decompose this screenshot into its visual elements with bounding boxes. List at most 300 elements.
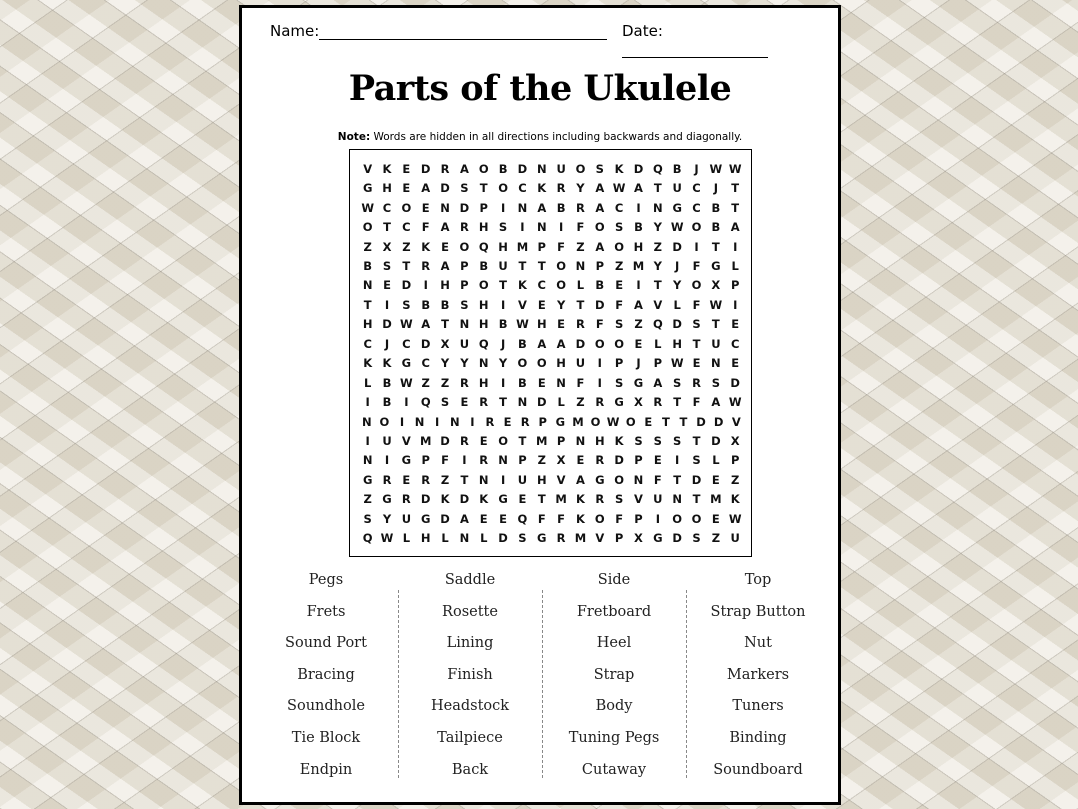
grid-letter: N bbox=[633, 472, 644, 487]
grid-letter: G bbox=[537, 531, 547, 546]
grid-letter: O bbox=[614, 239, 625, 254]
grid-letter: Y bbox=[653, 220, 662, 235]
grid-letter: F bbox=[692, 258, 701, 273]
grid-letter: I bbox=[675, 453, 680, 468]
grid-letter: T bbox=[537, 492, 546, 507]
grid-letter: O bbox=[575, 161, 586, 176]
grid-letter: L bbox=[364, 375, 372, 390]
grid-letter: O bbox=[556, 278, 566, 293]
grid-letter: E bbox=[503, 414, 512, 429]
grid-letter: J bbox=[636, 356, 641, 371]
name-field[interactable] bbox=[270, 22, 607, 40]
grid-letter: N bbox=[653, 200, 663, 215]
grid-row bbox=[358, 178, 745, 197]
grid-letter: U bbox=[401, 511, 412, 526]
grid-letter: T bbox=[402, 258, 411, 273]
grid-letter: P bbox=[653, 356, 663, 371]
grid-letter: D bbox=[440, 181, 450, 196]
grid-letter: M bbox=[572, 414, 584, 429]
grid-letter: G bbox=[672, 200, 682, 215]
grid-letter: N bbox=[478, 356, 489, 371]
word-item: Tie Block bbox=[291, 730, 361, 746]
grid-letter: O bbox=[614, 472, 625, 487]
grid-letter: E bbox=[499, 511, 507, 526]
grid-letter: A bbox=[556, 336, 566, 351]
grid-letter: D bbox=[420, 492, 431, 507]
date-blank-line[interactable] bbox=[622, 41, 768, 58]
grid-letter: N bbox=[711, 356, 721, 371]
grid-letter: N bbox=[478, 472, 489, 487]
grid-letter: X bbox=[440, 336, 450, 351]
grid-letter: G bbox=[420, 511, 431, 526]
grid-letter: S bbox=[402, 297, 411, 312]
grid-letter: B bbox=[518, 336, 527, 351]
grid-letter: N bbox=[362, 278, 373, 293]
word-item: Binding bbox=[729, 730, 787, 746]
grid-letter: K bbox=[730, 492, 740, 507]
grid-letter: O bbox=[498, 181, 508, 196]
grid-letter: T bbox=[673, 472, 682, 487]
grid-letter: D bbox=[672, 239, 682, 254]
grid-letter: H bbox=[440, 278, 450, 293]
grid-letter: P bbox=[730, 278, 740, 293]
grid-letter: H bbox=[478, 375, 489, 390]
grid-letter: F bbox=[557, 239, 566, 254]
grid-letter: N bbox=[536, 161, 547, 176]
instructions-note bbox=[242, 131, 838, 143]
grid-letter: N bbox=[414, 414, 425, 429]
grid-letter: P bbox=[460, 278, 469, 293]
grid-letter: A bbox=[634, 181, 643, 196]
grid-letter: D bbox=[459, 200, 470, 215]
note-text: Words are hidden in all directions including backwards and diagonally. bbox=[370, 131, 743, 143]
grid-letter: O bbox=[594, 336, 605, 351]
grid-letter: S bbox=[692, 453, 701, 468]
grid-letter: Z bbox=[634, 317, 643, 332]
grid-letter: X bbox=[634, 395, 643, 410]
grid-letter: E bbox=[441, 239, 449, 254]
grid-letter: O bbox=[362, 220, 373, 235]
grid-letter: W bbox=[361, 200, 375, 215]
grid-letter: I bbox=[597, 375, 602, 390]
word-item: Cutaway bbox=[581, 761, 647, 778]
grid-letter: H bbox=[362, 317, 373, 332]
grid-letter: S bbox=[382, 258, 392, 273]
grid-row bbox=[358, 431, 745, 450]
grid-letter: W bbox=[606, 414, 620, 429]
grid-letter: Z bbox=[653, 239, 662, 254]
grid-letter: I bbox=[384, 453, 390, 468]
grid-letter: T bbox=[383, 220, 391, 235]
grid-letter: N bbox=[517, 200, 528, 215]
grid-letter: F bbox=[615, 511, 624, 526]
grid-letter: C bbox=[692, 200, 701, 215]
grid-letter: G bbox=[498, 492, 508, 507]
grid-letter: S bbox=[498, 220, 508, 235]
grid-letter: I bbox=[558, 220, 564, 235]
word-item: Sound Port bbox=[285, 635, 367, 652]
grid-letter: G bbox=[633, 375, 644, 390]
grid-letter: I bbox=[404, 395, 409, 410]
grid-letter: D bbox=[691, 472, 702, 487]
grid-letter: H bbox=[633, 239, 644, 254]
grid-letter: R bbox=[556, 531, 566, 546]
grid-row bbox=[358, 373, 745, 392]
grid-letter: H bbox=[478, 317, 489, 332]
grid-letter: B bbox=[479, 258, 489, 273]
grid-letter: A bbox=[421, 317, 431, 332]
grid-letter: G bbox=[362, 472, 373, 487]
grid-letter: T bbox=[441, 317, 449, 332]
grid-letter: S bbox=[595, 161, 604, 176]
grid-letter: Z bbox=[421, 375, 430, 390]
grid-letter: S bbox=[692, 317, 701, 332]
grid-letter: G bbox=[595, 472, 605, 487]
grid-letter: D bbox=[420, 161, 431, 176]
grid-letter: T bbox=[499, 278, 507, 293]
grid-letter: H bbox=[672, 336, 682, 351]
grid-letter: N bbox=[459, 317, 470, 332]
grid-letter: A bbox=[595, 239, 605, 254]
grid-letter: N bbox=[575, 258, 586, 273]
grid-letter: I bbox=[462, 453, 467, 468]
grid-letter: V bbox=[556, 472, 566, 487]
grid-letter: M bbox=[516, 239, 529, 254]
grid-letter: L bbox=[654, 336, 662, 351]
word-item: Fretboard bbox=[576, 603, 652, 620]
grid-letter: T bbox=[731, 200, 740, 215]
grid-letter: L bbox=[557, 395, 565, 410]
grid-letter: N bbox=[556, 375, 566, 390]
grid-row bbox=[358, 295, 745, 314]
grid-letter: G bbox=[362, 181, 373, 196]
grid-row bbox=[358, 412, 745, 431]
grid-letter: H bbox=[420, 531, 431, 546]
grid-letter: E bbox=[576, 453, 585, 468]
word-item: Soundboard bbox=[713, 761, 803, 778]
grid-letter: H bbox=[382, 181, 392, 196]
grid-letter: X bbox=[711, 278, 721, 293]
grid-letter: H bbox=[536, 317, 547, 332]
grid-letter: L bbox=[402, 531, 411, 546]
grid-letter: S bbox=[653, 434, 662, 449]
grid-letter: M bbox=[710, 492, 722, 507]
grid-letter: C bbox=[614, 200, 624, 215]
grid-letter: T bbox=[537, 258, 546, 273]
grid-letter: T bbox=[576, 297, 585, 312]
grid-letter: S bbox=[711, 375, 720, 390]
grid-letter: N bbox=[536, 220, 547, 235]
grid-letter: G bbox=[614, 395, 624, 410]
grid-letter: C bbox=[363, 336, 372, 351]
grid-letter: R bbox=[556, 181, 566, 196]
grid-letter: U bbox=[711, 336, 721, 351]
grid-letter: A bbox=[595, 181, 605, 196]
grid-letter: K bbox=[363, 356, 373, 371]
grid-letter: B bbox=[498, 161, 508, 176]
grid-letter: E bbox=[615, 278, 624, 293]
word-item: Frets bbox=[306, 603, 346, 620]
grid-row bbox=[358, 529, 745, 548]
grid-letter: Z bbox=[576, 239, 585, 254]
grid-letter: D bbox=[440, 434, 450, 449]
grid-letter: O bbox=[478, 161, 489, 176]
grid-letter: E bbox=[731, 317, 740, 332]
word-item: Nut bbox=[744, 635, 772, 652]
grid-letter: Z bbox=[537, 453, 546, 468]
grid-letter: O bbox=[691, 278, 702, 293]
grid-row bbox=[358, 198, 745, 217]
grid-letter: A bbox=[459, 511, 469, 526]
grid-letter: A bbox=[634, 297, 643, 312]
grid-letter: E bbox=[402, 181, 411, 196]
grid-letter: O bbox=[379, 414, 390, 429]
grid-letter: N bbox=[449, 414, 460, 429]
word-item: Headstock bbox=[430, 698, 510, 715]
grid-letter: D bbox=[498, 531, 508, 546]
grid-letter: A bbox=[537, 200, 547, 215]
grid-letter: A bbox=[653, 375, 663, 390]
grid-letter: H bbox=[556, 356, 566, 371]
word-item: Pegs bbox=[308, 572, 344, 588]
grid-row bbox=[358, 159, 745, 178]
word-item: Tuners bbox=[732, 698, 784, 715]
grid-letter: A bbox=[421, 181, 431, 196]
grid-letter: I bbox=[399, 414, 405, 429]
grid-letter: P bbox=[537, 239, 546, 254]
grid-letter: O bbox=[672, 511, 683, 526]
grid-letter: N bbox=[362, 453, 373, 468]
grid-letter: O bbox=[594, 220, 605, 235]
grid-letter: N bbox=[672, 492, 682, 507]
grid-letter: F bbox=[576, 220, 585, 235]
grid-letter: L bbox=[576, 278, 585, 293]
grid-letter: O bbox=[556, 258, 566, 273]
grid-letter: K bbox=[440, 492, 450, 507]
grid-row bbox=[358, 354, 745, 373]
grid-letter: S bbox=[363, 511, 372, 526]
grid-letter: T bbox=[363, 297, 372, 312]
grid-letter: V bbox=[653, 297, 663, 312]
grid-letter: B bbox=[711, 220, 721, 235]
grid-letter: R bbox=[576, 317, 585, 332]
grid-letter: W bbox=[728, 161, 742, 176]
grid-letter: F bbox=[692, 297, 701, 312]
grid-letter: F bbox=[692, 395, 701, 410]
grid-letter: K bbox=[614, 161, 624, 176]
name-label: Name: bbox=[270, 22, 320, 40]
grid-letter: R bbox=[421, 258, 431, 273]
word-item: Back bbox=[451, 761, 489, 778]
grid-letter: D bbox=[420, 336, 431, 351]
grid-letter: X bbox=[730, 434, 740, 449]
grid-letter: A bbox=[595, 200, 605, 215]
grid-letter: E bbox=[421, 200, 430, 215]
word-item: Lining bbox=[446, 635, 494, 652]
grid-letter: R bbox=[421, 472, 431, 487]
grid-letter: G bbox=[555, 414, 566, 429]
grid-letter: J bbox=[694, 161, 699, 176]
grid-letter: V bbox=[517, 297, 527, 312]
grid-letter: I bbox=[500, 472, 506, 487]
grid-row bbox=[358, 256, 745, 275]
grid-letter: S bbox=[460, 181, 469, 196]
grid-letter: F bbox=[615, 297, 624, 312]
grid-letter: F bbox=[557, 511, 566, 526]
grid-letter: V bbox=[363, 161, 373, 176]
grid-letter: A bbox=[440, 258, 450, 273]
grid-letter: Y bbox=[440, 356, 450, 371]
grid-letter: T bbox=[692, 492, 701, 507]
grid-letter: Z bbox=[363, 239, 372, 254]
grid-letter: R bbox=[653, 395, 663, 410]
grid-letter: W bbox=[380, 531, 394, 546]
grid-letter: D bbox=[440, 511, 450, 526]
grid-letter: W bbox=[709, 161, 723, 176]
grid-letter: I bbox=[520, 220, 525, 235]
grid-letter: Z bbox=[363, 492, 372, 507]
grid-letter: U bbox=[498, 258, 508, 273]
grid-letter: O bbox=[614, 336, 625, 351]
word-item: Tuning Pegs bbox=[568, 730, 660, 746]
grid-letter: F bbox=[595, 317, 604, 332]
grid-row bbox=[358, 392, 745, 411]
grid-letter: Y bbox=[460, 356, 469, 371]
grid-letter: S bbox=[614, 375, 624, 390]
grid-letter: C bbox=[382, 200, 392, 215]
grid-letter: M bbox=[574, 531, 587, 546]
grid-letter: I bbox=[384, 297, 390, 312]
grid-letter: M bbox=[555, 492, 567, 507]
grid-letter: Z bbox=[711, 531, 721, 546]
word-item: Saddle bbox=[444, 572, 496, 588]
grid-letter: E bbox=[731, 356, 740, 371]
grid-letter: W bbox=[516, 317, 529, 332]
grid-letter: K bbox=[382, 161, 392, 176]
grid-letter: F bbox=[653, 472, 662, 487]
page-title: Parts of the Ukulele bbox=[348, 68, 732, 109]
grid-letter: V bbox=[634, 492, 643, 507]
grid-letter: I bbox=[636, 278, 641, 293]
grid-letter: R bbox=[692, 375, 701, 390]
grid-letter: U bbox=[672, 181, 682, 196]
grid-letter: N bbox=[517, 395, 528, 410]
grid-letter: S bbox=[614, 220, 624, 235]
grid-letter: P bbox=[614, 531, 624, 546]
grid-letter: P bbox=[556, 434, 566, 449]
grid-letter: K bbox=[614, 434, 624, 449]
grid-letter: E bbox=[557, 317, 566, 332]
grid-letter: E bbox=[634, 336, 643, 351]
grid-letter: A bbox=[459, 161, 469, 176]
grid-letter: D bbox=[382, 317, 392, 332]
grid-letter: T bbox=[673, 395, 682, 410]
word-item: Tailpiece bbox=[437, 730, 503, 746]
word-item: Endpin bbox=[299, 761, 353, 778]
grid-letter: R bbox=[479, 395, 489, 410]
date-field[interactable] bbox=[622, 22, 808, 58]
grid-letter: I bbox=[636, 200, 641, 215]
grid-letter: E bbox=[711, 511, 720, 526]
grid-letter: R bbox=[459, 434, 469, 449]
grid-row bbox=[358, 237, 745, 256]
grid-letter: T bbox=[692, 336, 701, 351]
word-item: Side bbox=[597, 572, 631, 588]
grid-letter: H bbox=[594, 434, 605, 449]
grid-letter: B bbox=[634, 220, 643, 235]
grid-row bbox=[358, 334, 745, 353]
word-item: Markers bbox=[726, 666, 790, 683]
grid-letter: I bbox=[365, 434, 370, 449]
grid-letter: Q bbox=[478, 336, 489, 351]
grid-letter: N bbox=[459, 531, 470, 546]
grid-letter: D bbox=[401, 278, 412, 293]
date-label: Date: bbox=[622, 22, 663, 40]
grid-letter: S bbox=[673, 375, 682, 390]
grid-letter: T bbox=[731, 181, 740, 196]
grid-letter: P bbox=[614, 356, 624, 371]
grid-letter: A bbox=[711, 395, 721, 410]
grid-letter: Q bbox=[652, 161, 663, 176]
grid-letter: D bbox=[672, 317, 682, 332]
grid-row bbox=[358, 470, 745, 489]
grid-letter: I bbox=[694, 239, 699, 254]
grid-letter: N bbox=[440, 200, 450, 215]
grid-letter: Q bbox=[652, 317, 663, 332]
grid-row bbox=[358, 509, 745, 528]
grid-letter: B bbox=[382, 375, 392, 390]
grid-letter: H bbox=[478, 297, 489, 312]
grid-letter: O bbox=[478, 278, 489, 293]
grid-letter: A bbox=[440, 220, 450, 235]
grid-letter: U bbox=[653, 492, 663, 507]
grid-letter: E bbox=[653, 453, 662, 468]
grid-letter: B bbox=[440, 297, 450, 312]
grid-letter: X bbox=[382, 239, 392, 254]
name-blank-line[interactable] bbox=[319, 23, 607, 40]
grid-letter: X bbox=[634, 531, 643, 546]
grid-letter: O bbox=[590, 414, 601, 429]
grid-letter: X bbox=[556, 453, 566, 468]
grid-letter: H bbox=[536, 472, 547, 487]
grid-letter: P bbox=[460, 258, 469, 273]
word-item: Bracing bbox=[297, 666, 355, 683]
grid-letter: D bbox=[672, 531, 682, 546]
grid-letter: I bbox=[470, 414, 475, 429]
grid-letter: F bbox=[441, 453, 449, 468]
grid-letter: D bbox=[459, 492, 470, 507]
grid-letter: E bbox=[537, 297, 546, 312]
grid-letter: D bbox=[536, 395, 547, 410]
grid-letter: R bbox=[479, 453, 489, 468]
grid-letter: Z bbox=[440, 375, 450, 390]
grid-letter: D bbox=[696, 414, 706, 429]
grid-letter: Q bbox=[517, 511, 528, 526]
grid-letter: M bbox=[632, 258, 645, 273]
grid-letter: T bbox=[518, 258, 527, 273]
grid-letter: Z bbox=[614, 258, 624, 273]
grid-letter: S bbox=[614, 492, 624, 507]
grid-letter: E bbox=[479, 434, 488, 449]
grid-letter: W bbox=[400, 317, 413, 332]
grid-letter: K bbox=[479, 492, 489, 507]
grid-letter: C bbox=[402, 336, 411, 351]
grid-letter: Z bbox=[440, 472, 450, 487]
grid-letter: O bbox=[401, 200, 412, 215]
grid-letter: O bbox=[625, 414, 636, 429]
grid-letter: Y bbox=[498, 356, 508, 371]
grid-letter: U bbox=[730, 531, 740, 546]
